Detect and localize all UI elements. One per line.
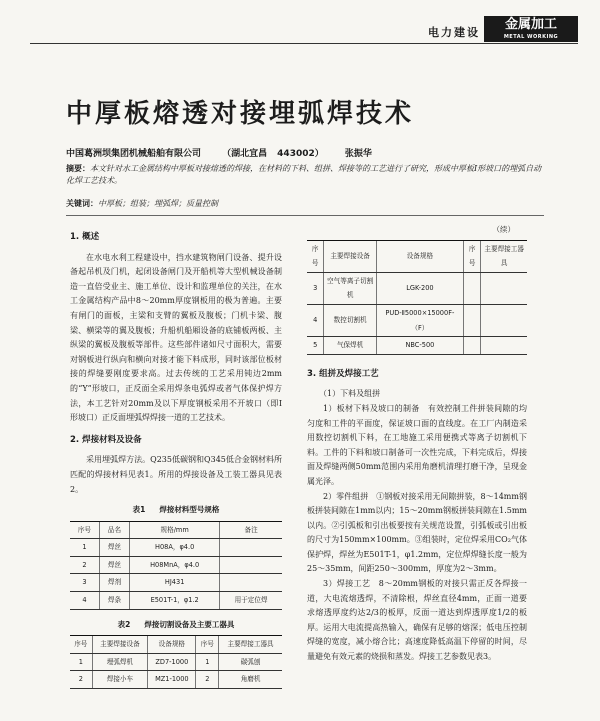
column-title: 金属加工 <box>504 17 557 32</box>
section-1-heading: 1. 概述 <box>70 232 100 242</box>
left-column <box>70 223 282 689</box>
table-row: 1 埋弧焊机 ZD7-1000 1 碳弧刨 <box>70 653 282 671</box>
column-subtitle: METAL WORKING <box>503 34 559 40</box>
table1-header: 备注 <box>220 521 282 539</box>
table-row: 3 空气等离子切割机 LGK-200 <box>307 272 527 304</box>
keywords <box>66 198 218 209</box>
table2-caption: 表2 焊接切割设备及主要工器具 <box>117 619 235 629</box>
section-3-paragraph-3: 3）焊接工艺 8～20mm钢板的对接只需正反各焊接一道，大电流熔透焊，不清除根，焊丝直径4mm，正面一道要求熔透厚度约达2/3的板厚，反面一道达到焊透厚度1/2的板厚。运用大电流提高热输入，确保有足够的熔深；低电压控制焊缝的宽度，减小熔合比；高速度降低高温下停留的时间，尽量避免有效元素的烧损和蒸发。焊接工艺参数见表3。 <box>307 579 527 662</box>
column-badge <box>484 16 578 42</box>
section-2-paragraph: 采用埋弧焊方法。Q235低碳钢和Q345低合金钢材料所匹配的焊接材料见表1。所用的焊接设备及工装工器具见表2。 <box>70 455 282 494</box>
right-column <box>307 223 527 665</box>
table-continued-label: （续） <box>492 225 515 234</box>
table1-caption: 表1 焊接材料型号规格 <box>132 505 220 515</box>
journal-name: 电力建设 <box>428 26 480 39</box>
location: （湖北宜昌 443002） <box>222 149 324 159</box>
abstract <box>66 163 544 186</box>
table-row: 1 焊丝 H08A，φ4.0 <box>70 539 282 557</box>
article-title: 中厚板熔透对接埋弧焊技术 <box>66 99 415 129</box>
section-3-paragraph-2: 2）零件组拼 ①钢板对接采用无间隙拼装，8～14mm钢板拼装间隙在1mm以内；15～20mm钢板拼装间隙在1.5mm以内。②引弧板和引出板要按有关规范设置，引弧板或引出板的尺寸为150mm×100mm。③组装时，定位焊采用CO₂气体保护焊，焊丝为E501T-1，φ1.2mm，定位焊焊缝长度一般为25～35mm，间距250～300mm，厚度为2～3mm。 <box>307 491 527 574</box>
affiliation: 中国葛洲坝集团机械船舶有限公司 <box>66 149 202 159</box>
author-name: 张振华 <box>344 149 372 159</box>
abstract-text: 本文针对水工金属结构中厚板对接熔透的焊接，在材料的下料、组拼、焊接等的工艺进行了研究，形成中厚板Ⅰ形坡口的埋弧自动化焊工艺技术。 <box>66 164 542 185</box>
table-row: 2 焊丝 H08MnA，φ4.0 <box>70 556 282 574</box>
table2: 序号 主要焊接设备 设备规格 序号 主要焊接工器具 1 埋弧焊机 ZD7-1000 1 碳弧刨 2 焊接小车 MZ1-1000 2 角磨机 <box>70 635 282 689</box>
table-row: 5 气保焊机 NBC-500 <box>307 337 527 355</box>
table-row: 4 数控切割机 PUD-Ⅱ5000×15000F-（F） <box>307 304 527 336</box>
table-row: 3 焊剂 HJ431 <box>70 574 282 592</box>
header-rule <box>30 43 578 44</box>
abstract-rule <box>66 215 544 216</box>
section-1-paragraph: 在水电水利工程建设中，挡水建筑物闸门设备、提升设备起吊机及门机，起闭设备闸门及开船机等大型机械设备制造一直倍受业主、施工单位、设计和监理单位的关注，在水工金属结构产品中8～20mm厚度钢板用的极为普遍。主要有闸门的面板，主梁和支臂的翼板及腹板；门机卡梁、腹梁、横梁等的翼及腹板；升船机船厢设备的底铺板两板、主纵梁的翼板及腹板等部件。这些部件诸如尺寸面积大，需要对钢板进行纵向和横向对接才能下料成形，同时该部位板材接的焊缝要刚度要求高。过去传统的工艺采用钝边2mm的“Y”形坡口，正反面全采用焊条电弧焊或者气体保护焊方法，本工艺针对20mm及以下厚度钢板采用不开坡口（即Ⅰ形坡口）正反面埋弧焊焊接一道的工艺技术。 <box>70 252 282 423</box>
table-row: 2 焊接小车 MZ1-1000 2 角磨机 <box>70 671 282 689</box>
table2-continued: 序号 主要焊接设备 设备规格 序号 主要焊接工器具 3 空气等离子切割机 LGK-200 4 数控切割机 PUD-Ⅱ5000×15000F-（F） 5 气保焊机 NBC-500 <box>307 240 527 355</box>
keywords-label: 关键词： <box>66 199 98 208</box>
table1 <box>70 521 282 610</box>
author-line <box>66 146 390 159</box>
table1-header: 规格/mm <box>130 521 220 539</box>
section-3-paragraph-1: 1）板材下料及坡口的制备 有效控制工件拼装间隙的均匀度和工件的平面度，保证坡口面的直线度。在工厂内制造采用数控切割机下料，在工地施工采用便携式等离子切割机下料。工件的下料和坡口制备可一次性完成，下料完成后，焊接面及焊缝两侧50mm范围内采用角磨机清理打磨干净，呈现金属光泽。 <box>307 403 527 486</box>
table-row: 4 焊条 E501T-1，φ1.2 用于定位焊 <box>70 592 282 610</box>
table1-header: 品名 <box>99 521 129 539</box>
section-2-heading: 2. 焊接材料及设备 <box>70 434 142 445</box>
table1-header: 序号 <box>70 521 99 539</box>
section-3-heading: 3. 组拼及焊接工艺 <box>307 368 379 379</box>
subsection-heading: （1）下料及组拼 <box>319 389 381 399</box>
abstract-label: 摘要： <box>66 164 90 173</box>
keywords-text: 中厚板；组装；埋弧焊；质量控制 <box>98 199 218 208</box>
